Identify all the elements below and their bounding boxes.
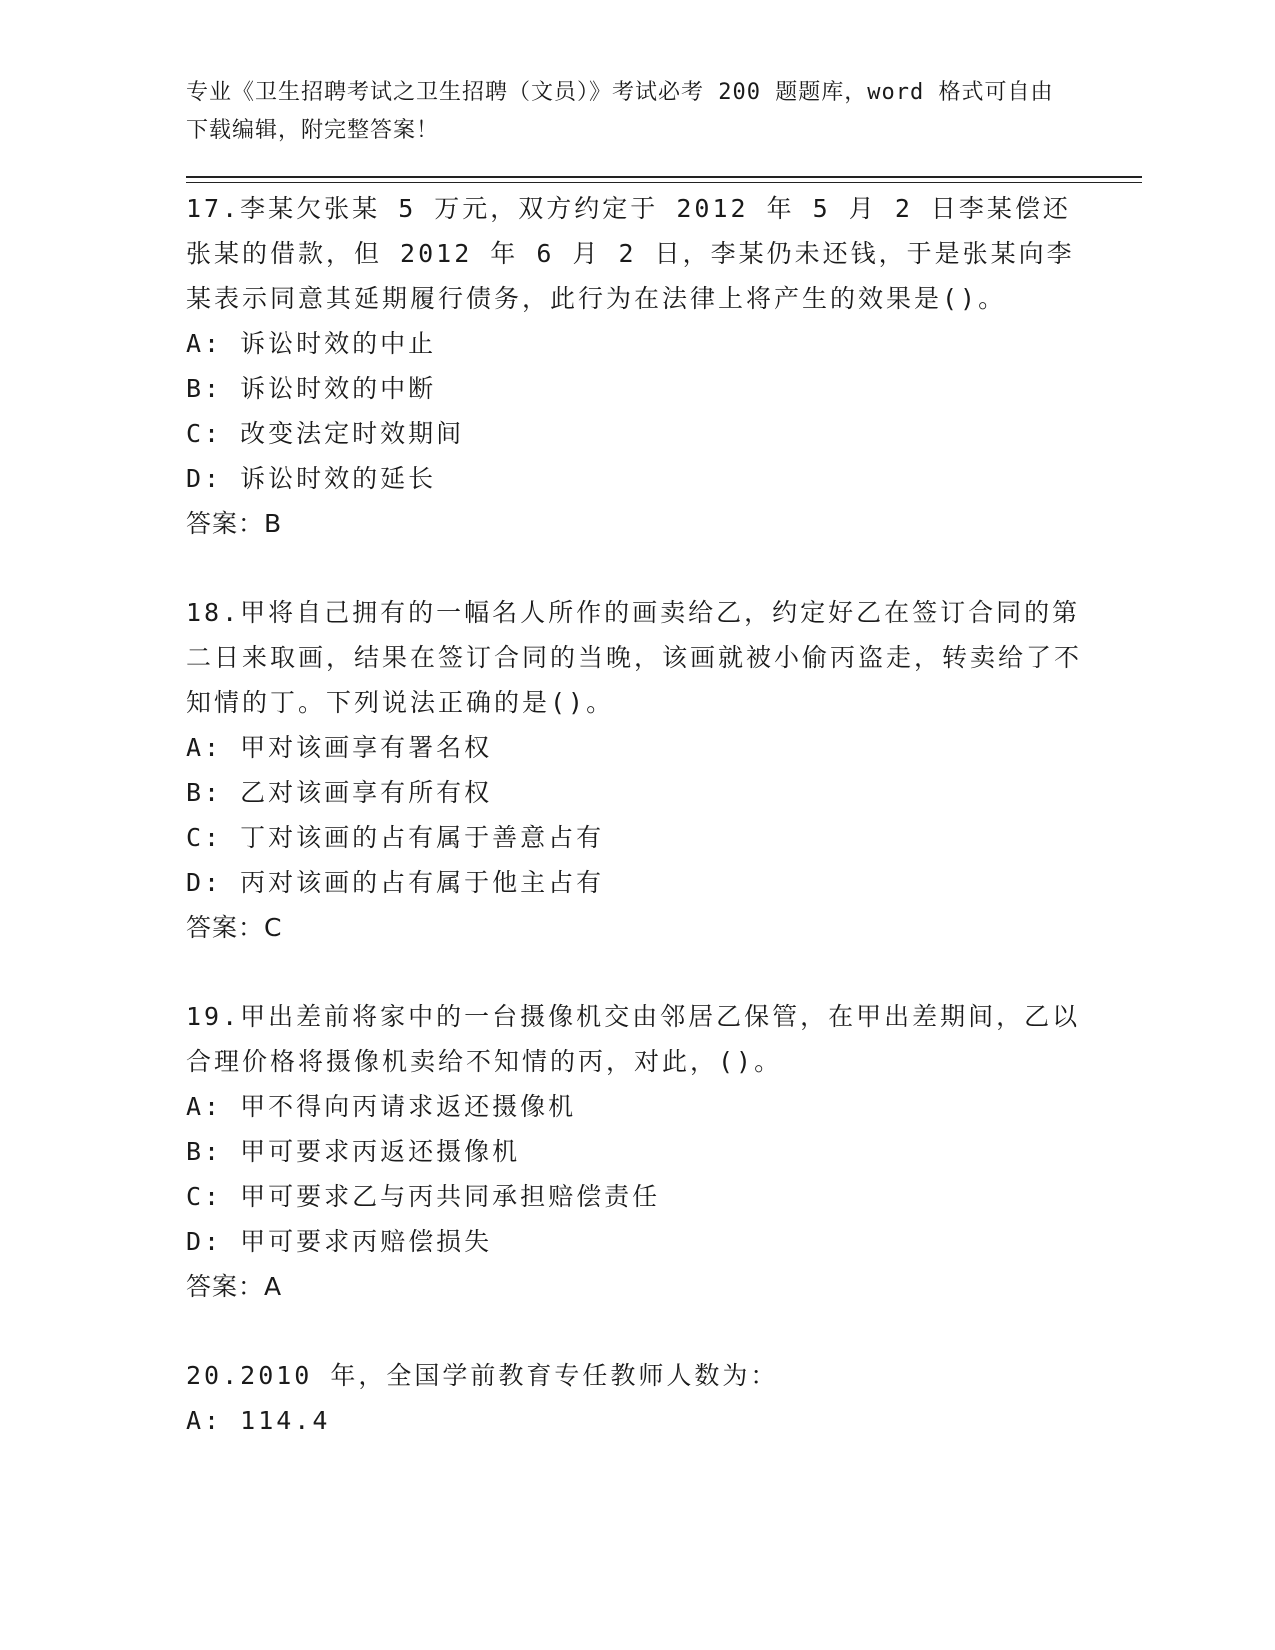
question-list	[186, 186, 1086, 1487]
option-b: B: 甲可要求丙返还摄像机	[186, 1137, 521, 1166]
question-stem: 18.甲将自己拥有的一幅名人所作的画卖给乙，约定好乙在签订合同的第二日来取画，结果在签订合同的当晚，该画就被小偷丙盗走，转卖给了不知情的丁。下列说法正确的是()。	[186, 598, 1083, 717]
option-c: C: 改变法定时效期间	[186, 419, 465, 448]
option-b: B: 诉讼时效的中断	[186, 374, 437, 403]
question-19	[186, 994, 1086, 1309]
question-20	[186, 1353, 1086, 1443]
answer-line: 答案：A	[186, 1272, 283, 1301]
option-c: C: 丁对该画的占有属于善意占有	[186, 823, 605, 852]
question-stem: 19.甲出差前将家中的一台摄像机交由邻居乙保管，在甲出差期间，乙以合理价格将摄像机卖给不知情的丙，对此，()。	[186, 1002, 1081, 1076]
option-d: D: 丙对该画的占有属于他主占有	[186, 868, 605, 897]
document-header: 专业《卫生招聘考试之卫生招聘（文员）》考试必考 200 题题库，word 格式可自由下载编辑，附完整答案！	[186, 80, 1054, 143]
option-a: A: 114.4	[186, 1406, 331, 1435]
answer-line: 答案：C	[186, 913, 283, 942]
question-stem: 20.2010 年，全国学前教育专任教师人数为：	[186, 1361, 779, 1390]
option-a: A: 甲不得向丙请求返还摄像机	[186, 1092, 577, 1121]
header-rule-thin	[186, 182, 1142, 183]
header-rule-thick	[186, 176, 1142, 178]
option-a: A: 甲对该画享有署名权	[186, 733, 493, 762]
question-stem: 17.李某欠张某 5 万元，双方约定于 2012 年 5 月 2 日李某偿还张某的借款，但 2012 年 6 月 2 日，李某仍未还钱，于是张某向李某表示同意其延期履行债务，此行为在法律上将产生的效果是()。	[186, 194, 1075, 313]
question-18	[186, 590, 1086, 950]
option-d: D: 诉讼时效的延长	[186, 464, 437, 493]
option-a: A: 诉讼时效的中止	[186, 329, 437, 358]
option-d: D: 甲可要求丙赔偿损失	[186, 1227, 493, 1256]
question-17	[186, 186, 1086, 546]
option-c: C: 甲可要求乙与丙共同承担赔偿责任	[186, 1182, 661, 1211]
answer-line: 答案：B	[186, 509, 283, 538]
option-b: B: 乙对该画享有所有权	[186, 778, 493, 807]
